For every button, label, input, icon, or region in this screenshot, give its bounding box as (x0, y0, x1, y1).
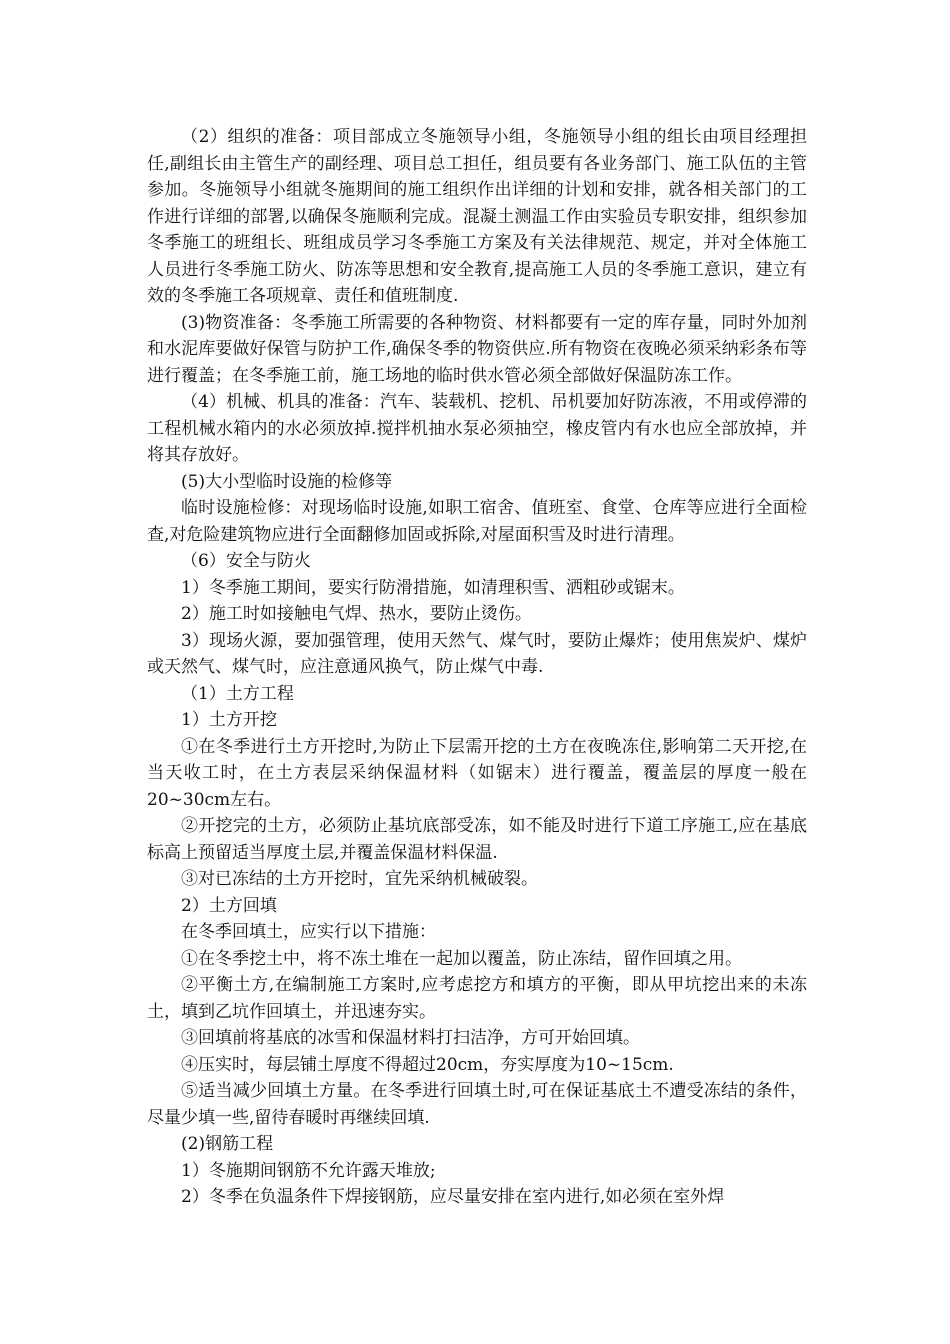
heading-earthwork: （1）土方工程 (181, 683, 294, 704)
list-item-backfill-1: ①在冬季挖土中，将不冻土堆在一起加以覆盖，防止冻结，留作回填之用。 (181, 948, 742, 969)
list-item-backfill-3: ③回填前将基底的冰雪和保温材料打扫洁净，方可开始回填。 (181, 1028, 640, 1048)
list-item-rebar-1: 1）冬施期间钢筋不允许露天堆放; (181, 1160, 436, 1181)
list-item-safety-1: 1）冬季施工期间，要实行防滑措施，如清理积雪、洒粗砂或锯末。 (181, 577, 685, 598)
list-item-safety-3: 3）现场火源，要加强管理，使用天然气、煤气时，要防止爆炸；使用焦炭炉、煤炉或天然气、煤气时，应注意通风换气，防止煤气中毒. (147, 630, 807, 677)
paragraph-backfill-intro: 在冬季回填土，应实行以下措施： (181, 922, 436, 942)
paragraph-material-prep: (3)物资准备：冬季施工所需要的各种物资、材料都要有一定的库存量，同时外加剂和水泥库要做好保管与防护工作,确保冬季的物资供应.所有物资在夜晚必须采纳彩条布等进行覆盖；在冬季施工前，施工场地的临时供水管必须全部做好保温防冻工作。 (147, 312, 807, 386)
list-item-safety-2: 2）施工时如接触电气焊、热水，要防止烫伤。 (181, 604, 532, 624)
subheading-backfill: 2）土方回填 (181, 895, 277, 916)
list-item-rebar-2: 2）冬季在负温条件下焊接钢筋，应尽量安排在室内进行,如必须在室外焊 (181, 1187, 725, 1207)
heading-safety-fire: （6）安全与防火 (181, 551, 311, 571)
list-item-backfill-2: ②平衡土方,在编制施工方案时,应考虑挖方和填方的平衡，即从甲坑挖出来的未冻土，填到乙坑作回填土，并迅速夯实。 (147, 975, 807, 1022)
list-item-backfill-5: ⑤适当减少回填土方量。在冬季进行回填土时,可在保证基底土不遭受冻结的条件，尽量少填一些,留待春暖时再继续回填. (147, 1081, 807, 1128)
list-item-excavation-1: ①在冬季进行土方开挖时,为防止下层需开挖的土方在夜晚冻住,影响第二天开挖,在当天收工时，在土方表层采纳保温材料（如锯末）进行覆盖，覆盖层的厚度一般在20~30cm左右。 (147, 736, 807, 810)
document-body (147, 124, 807, 1211)
heading-rebar: (2)钢筋工程 (181, 1134, 274, 1154)
list-item-backfill-4: ④压实时，每层铺土厚度不得超过20cm，夯实厚度为10~15cm. (181, 1054, 674, 1075)
paragraph-machinery-prep: （4）机械、机具的准备：汽车、装载机、挖机、吊机要加好防冻液，不用或停滞的工程机械水箱内的水必须放掉.搅拌机抽水泵必须抽空，橡皮管内有水也应全部放掉，并将其存放好。 (147, 392, 807, 465)
paragraph-facility-inspection: 临时设施检修：对现场临时设施,如职工宿舍、值班室、食堂、仓库等应进行全面检查,对危险建筑物应进行全面翻修加固或拆除,对屋面积雪及时进行清理。 (147, 498, 807, 545)
list-item-excavation-3: ③对已冻结的土方开挖时，宜先采纳机械破裂。 (181, 869, 538, 889)
subheading-excavation: 1）土方开挖 (181, 710, 277, 730)
paragraph-organization-prep: （2）组织的准备：项目部成立冬施领导小组，冬施领导小组的组长由项目经理担任,副组长由主管生产的副经理、项目总工担任，组员要有各业务部门、施工队伍的主管参加。冬施领导小组就冬施期间的施工组织作出详细的计划和安排，就各相关部门的工作进行详细的部署,以确保冬施顺利完成。混凝土测温工作由实验员专职安排，组织参加冬季施工的班组长、班组成员学习冬季施工方案及有关法律规范、规定，并对全体施工人员进行冬季施工防火、防冻等思想和安全教育,提高施工人员的冬季施工意识，建立有效的冬季施工各项规章、责任和值班制度. (147, 127, 807, 306)
list-item-excavation-2: ②开挖完的土方，必须防止基坑底部受冻，如不能及时进行下道工序施工,应在基底标高上预留适当厚度土层,并覆盖保温材料保温. (147, 816, 807, 863)
heading-temporary-facilities: (5)大小型临时设施的检修等 (181, 471, 393, 492)
